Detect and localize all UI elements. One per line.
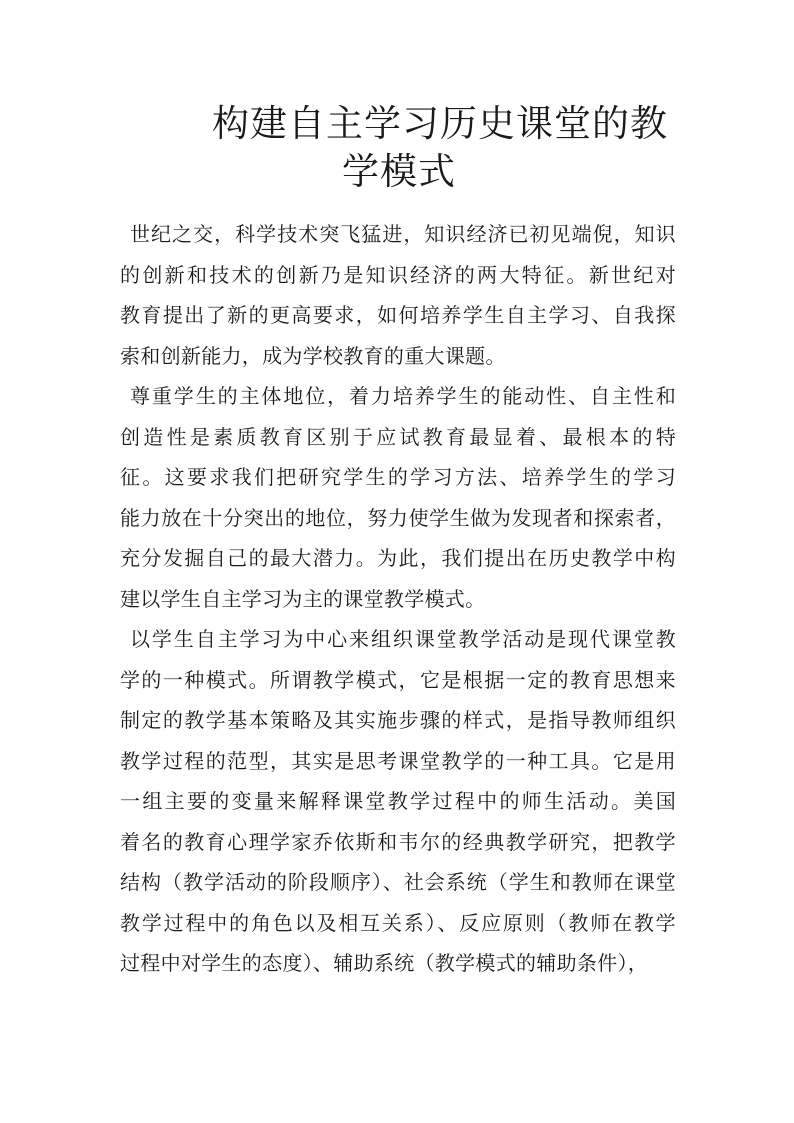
text-line: 索和创新能力，成为学校教育的重大课题。 [120,343,506,368]
document-body [120,214,676,984]
text-line: 学的一种模式。所谓教学模式，它是根据一定的教育思想来 [120,667,676,692]
text-line: 征。这要求我们把研究学生的学习方法、培养学生的学习 [120,465,676,489]
text-line: 结构（教学活动的阶段顺序）、社会系统（学生和教师在课堂 [120,870,676,894]
text-line: 能力放在十分突出的地位，努力使学生做为发现者和探索者， [120,505,676,530]
text-line: 教学过程中的角色以及相互关系）、反应原则（教师在教学 [120,910,676,935]
text-line: 世纪之交，科学技术突飞猛进，知识经济已初见端倪，知识 [130,222,676,246]
text-line: 尊重学生的主体地位，着力培养学生的能动性、自主性和 [130,384,676,408]
title-line-1: 构建自主学习历史课堂的教 [212,102,668,145]
text-line: 一组主要的变量来解释课堂教学过程中的师生活动。美国 [120,789,676,813]
paragraph-2 [120,376,676,619]
paragraph-1 [120,214,676,376]
title-line-2: 学模式 [342,150,456,193]
document-title [120,100,680,196]
text-line: 以学生自主学习为中心来组织课堂教学活动是现代课堂教 [130,627,676,651]
text-line: 过程中对学生的态度）、辅助系统（教学模式的辅助条件）， [120,951,649,975]
text-line: 充分发掘自己的最大潜力。为此，我们提出在历史教学中构 [120,546,676,570]
paragraph-3 [120,619,676,984]
text-line: 创造性是素质教育区别于应试教育最显着、最根本的特 [120,424,676,449]
text-line: 建以学生自主学习为主的课堂教学模式。 [120,586,486,611]
text-line: 教育提出了新的更高要求，如何培养学生自主学习、自我探 [120,303,676,327]
text-line: 制定的教学基本策略及其实施步骤的样式，是指导教师组织 [120,708,676,732]
text-line: 着名的教育心理学家乔依斯和韦尔的经典教学研究，把教学 [120,829,676,854]
text-line: 教学过程的范型，其实是思考课堂教学的一种工具。它是用 [120,748,676,773]
text-line: 的创新和技术的创新乃是知识经济的两大特征。新世纪对 [120,262,676,287]
